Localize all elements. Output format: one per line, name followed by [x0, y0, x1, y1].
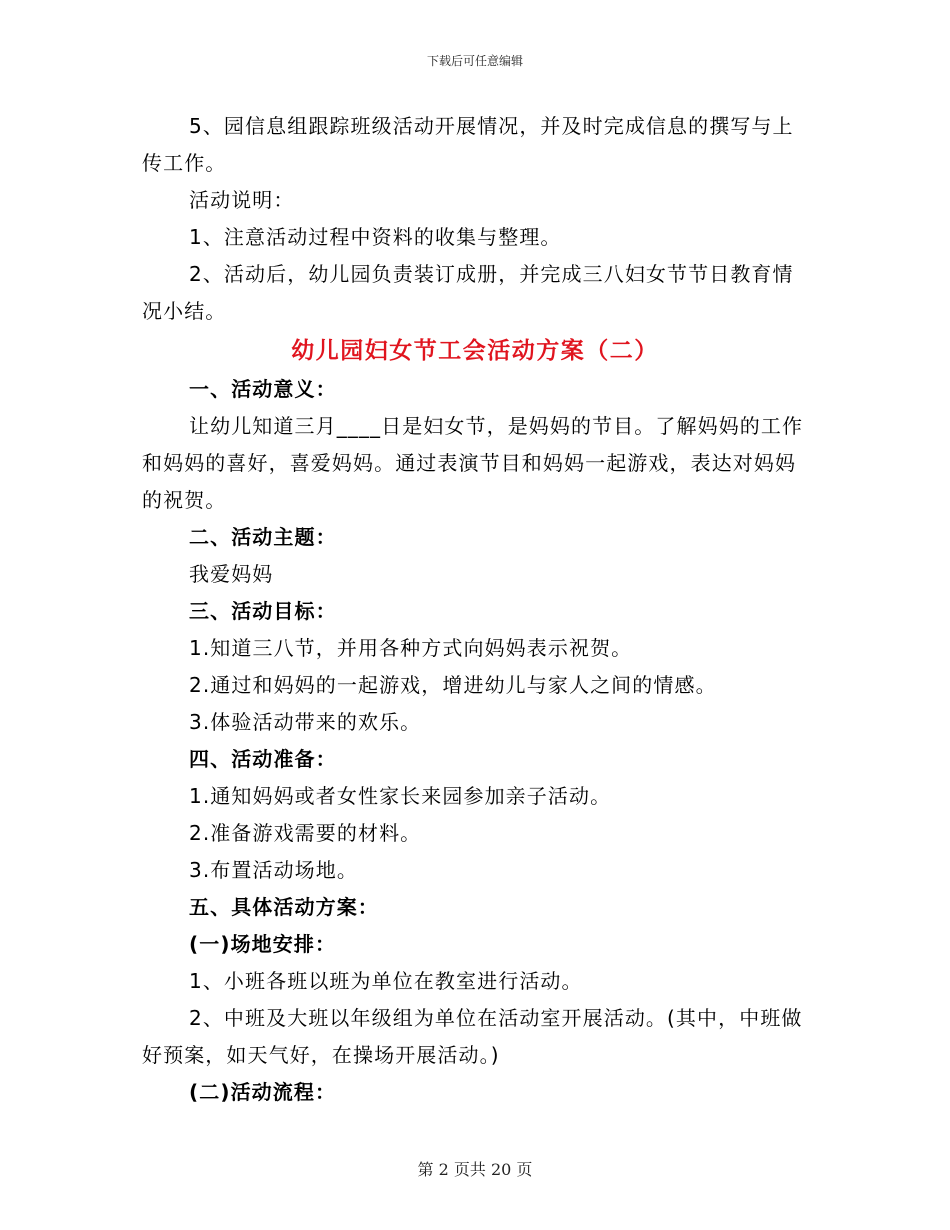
- paragraph-activity-notes-label: 活动说明：: [189, 188, 295, 212]
- section-heading-preparation: 四、活动准备：: [189, 747, 337, 771]
- list-item-venue-1: 1、小班各班以班为单位在教室进行活动。: [189, 969, 583, 993]
- section-heading-plan: 五、具体活动方案：: [189, 895, 379, 919]
- subsection-heading-process: (二)活动流程：: [189, 1080, 337, 1104]
- section-heading-significance: 一、活动意义：: [189, 377, 337, 401]
- list-item-goal-1: 1.知道三八节，并用各种方式向妈妈表示祝贺。: [189, 636, 633, 660]
- section-heading-goals: 三、活动目标：: [189, 599, 337, 623]
- paragraph-significance: 让幼儿知道三月____日是妇女节，是妈妈的节目。了解妈妈的工作和妈妈的喜好，喜爱妈妈。通过表演节目和妈妈一起游戏，表达对妈妈的祝贺。: [142, 414, 804, 512]
- section-heading-theme: 二、活动主题：: [189, 525, 337, 549]
- document-title: 幼儿园妇女节工会活动方案（二）: [291, 338, 659, 364]
- page-header: 下载后可任意编辑: [426, 54, 523, 68]
- list-item-goal-3: 3.体验活动带来的欢乐。: [189, 710, 422, 734]
- document-body: [142, 108, 808, 1111]
- paragraph-note-2: 2、活动后，幼儿园负责装订成册，并完成三八妇女节节日教育情况小结。: [142, 262, 794, 323]
- list-item-prep-3: 3.布置活动场地。: [189, 858, 358, 882]
- paragraph-theme: 我爱妈妈: [189, 562, 274, 586]
- list-item-goal-2: 2.通过和妈妈的一起游戏，增进幼儿与家人之间的情感。: [189, 673, 717, 697]
- paragraph-info-group: 5、园信息组跟踪班级活动开展情况，并及时完成信息的撰写与上传工作。: [142, 114, 794, 175]
- list-item-venue-2: 2、中班及大班以年级组为单位在活动室开展活动。(其中，中班做好预案，如天气好，在操场开展活动。): [142, 1006, 803, 1067]
- list-item-prep-1: 1.通知妈妈或者女性家长来园参加亲子活动。: [189, 784, 612, 808]
- list-item-prep-2: 2.准备游戏需要的材料。: [189, 821, 422, 845]
- subsection-heading-venue: (一)场地安排：: [189, 932, 337, 956]
- paragraph-note-1: 1、注意活动过程中资料的收集与整理。: [189, 225, 562, 249]
- page-footer: 第 2 页共 20 页: [417, 1160, 533, 1179]
